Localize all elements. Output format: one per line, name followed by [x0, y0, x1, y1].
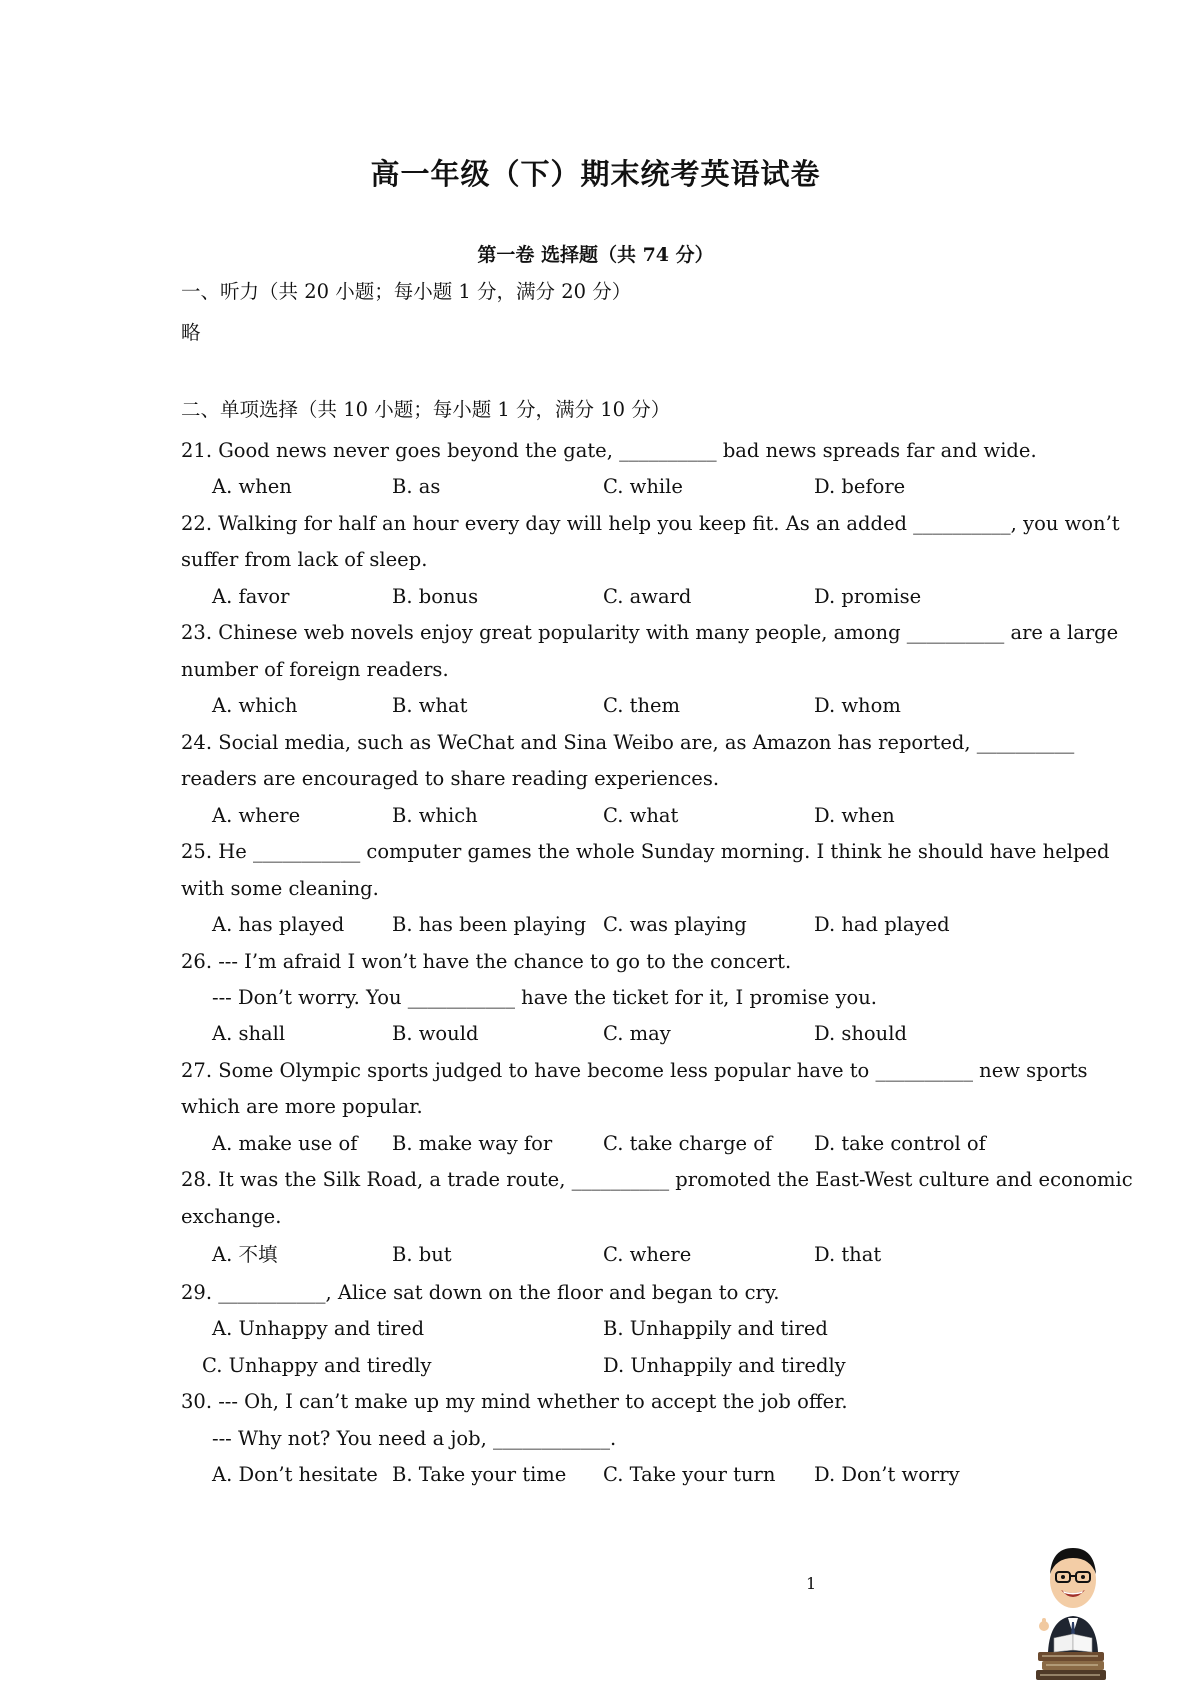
q22-option-a: A. favor — [212, 585, 290, 608]
q24-option-a: A. where — [212, 804, 301, 827]
question-27-stem-cont: which are more popular. — [181, 1095, 423, 1118]
q21-option-b: B. as — [392, 475, 441, 498]
q30-option-d: D. Don’t worry — [814, 1463, 960, 1486]
q25-option-d: D. had played — [814, 913, 950, 936]
q29-option-d: D. Unhappily and tiredly — [603, 1354, 846, 1377]
q30-option-c: C. Take your turn — [603, 1463, 776, 1486]
q26-option-b: B. would — [392, 1022, 479, 1045]
question-24-stem: 24. Social media, such as WeChat and Sina Weibo are, as Amazon has reported, __________ — [181, 731, 1075, 754]
q21-option-c: C. while — [603, 475, 683, 498]
q27-option-c: C. take charge of — [603, 1132, 773, 1155]
question-28-stem: 28. It was the Silk Road, a trade route, __________ promoted the East-West culture and economic — [181, 1168, 1133, 1191]
listening-heading: 一、听力（共 20 小题；每小题 1 分，满分 20 分） — [181, 280, 632, 303]
question-23-stem: 23. Chinese web novels enjoy great popularity with many people, among __________ are a large — [181, 621, 1119, 644]
question-21-stem: 21. Good news never goes beyond the gate, __________ bad news spreads far and wide. — [181, 439, 1037, 462]
q29-option-c: C. Unhappy and tiredly — [202, 1354, 432, 1377]
q27-option-a: A. make use of — [212, 1132, 358, 1155]
q21-option-a: A. when — [212, 475, 292, 498]
q22-option-d: D. promise — [814, 585, 922, 608]
question-25-stem-cont: with some cleaning. — [181, 877, 379, 900]
q23-option-c: C. them — [603, 694, 681, 717]
q25-option-c: C. was playing — [603, 913, 747, 936]
q28-option-b: B. but — [392, 1243, 452, 1266]
question-23-stem-cont: number of foreign readers. — [181, 658, 449, 681]
q28-option-c: C. where — [603, 1243, 692, 1266]
teacher-mascot-icon — [1032, 1534, 1114, 1682]
question-30-stem-reply: --- Why not? You need a job, ____________. — [212, 1427, 617, 1450]
question-29-stem: 29. ___________, Alice sat down on the floor and began to cry. — [181, 1281, 780, 1304]
listening-body: 略 — [181, 321, 201, 344]
q29-option-a: A. Unhappy and tired — [212, 1317, 425, 1340]
question-30-stem: 30. --- Oh, I can’t make up my mind whether to accept the job offer. — [181, 1390, 848, 1413]
q24-option-b: B. which — [392, 804, 478, 827]
q25-option-a: A. has played — [212, 913, 345, 936]
q23-option-b: B. what — [392, 694, 468, 717]
question-26-stem-reply: --- Don’t worry. You ___________ have the ticket for it, I promise you. — [212, 986, 877, 1009]
exam-title: 高一年级（下）期末统考英语试卷 — [370, 157, 821, 191]
q23-option-a: A. which — [212, 694, 298, 717]
question-27-stem: 27. Some Olympic sports judged to have become less popular have to __________ new sports — [181, 1059, 1088, 1082]
question-25-stem: 25. He ___________ computer games the whole Sunday morning. I think he should have helped — [181, 840, 1110, 863]
q27-option-b: B. make way for — [392, 1132, 553, 1155]
q22-option-b: B. bonus — [392, 585, 479, 608]
q22-option-c: C. award — [603, 585, 692, 608]
q24-option-c: C. what — [603, 804, 679, 827]
question-24-stem-cont: readers are encouraged to share reading experiences. — [181, 767, 720, 790]
q29-option-b: B. Unhappily and tired — [603, 1317, 828, 1340]
q30-option-b: B. Take your time — [392, 1463, 567, 1486]
question-22-stem: 22. Walking for half an hour every day will help you keep fit. As an added __________, you won’t — [181, 512, 1120, 535]
q28-option-a: A. 不填 — [212, 1243, 278, 1266]
q26-option-d: D. should — [814, 1022, 907, 1045]
q21-option-d: D. before — [814, 475, 906, 498]
q23-option-d: D. whom — [814, 694, 901, 717]
q25-option-b: B. has been playing — [392, 913, 587, 936]
q24-option-d: D. when — [814, 804, 895, 827]
q28-option-d: D. that — [814, 1243, 882, 1266]
q26-option-c: C. may — [603, 1022, 671, 1045]
question-28-stem-cont: exchange. — [181, 1205, 282, 1228]
question-22-stem-cont: suffer from lack of sleep. — [181, 548, 428, 571]
q30-option-a: A. Don’t hesitate — [212, 1463, 378, 1486]
part-title: 第一卷 选择题（共 74 分） — [477, 244, 714, 266]
question-26-stem: 26. --- I’m afraid I won’t have the chance to go to the concert. — [181, 950, 792, 973]
q26-option-a: A. shall — [212, 1022, 286, 1045]
page-number: 1 — [806, 1574, 817, 1593]
q27-option-d: D. take control of — [814, 1132, 986, 1155]
single-choice-heading: 二、单项选择（共 10 小题；每小题 1 分，满分 10 分） — [181, 398, 671, 421]
